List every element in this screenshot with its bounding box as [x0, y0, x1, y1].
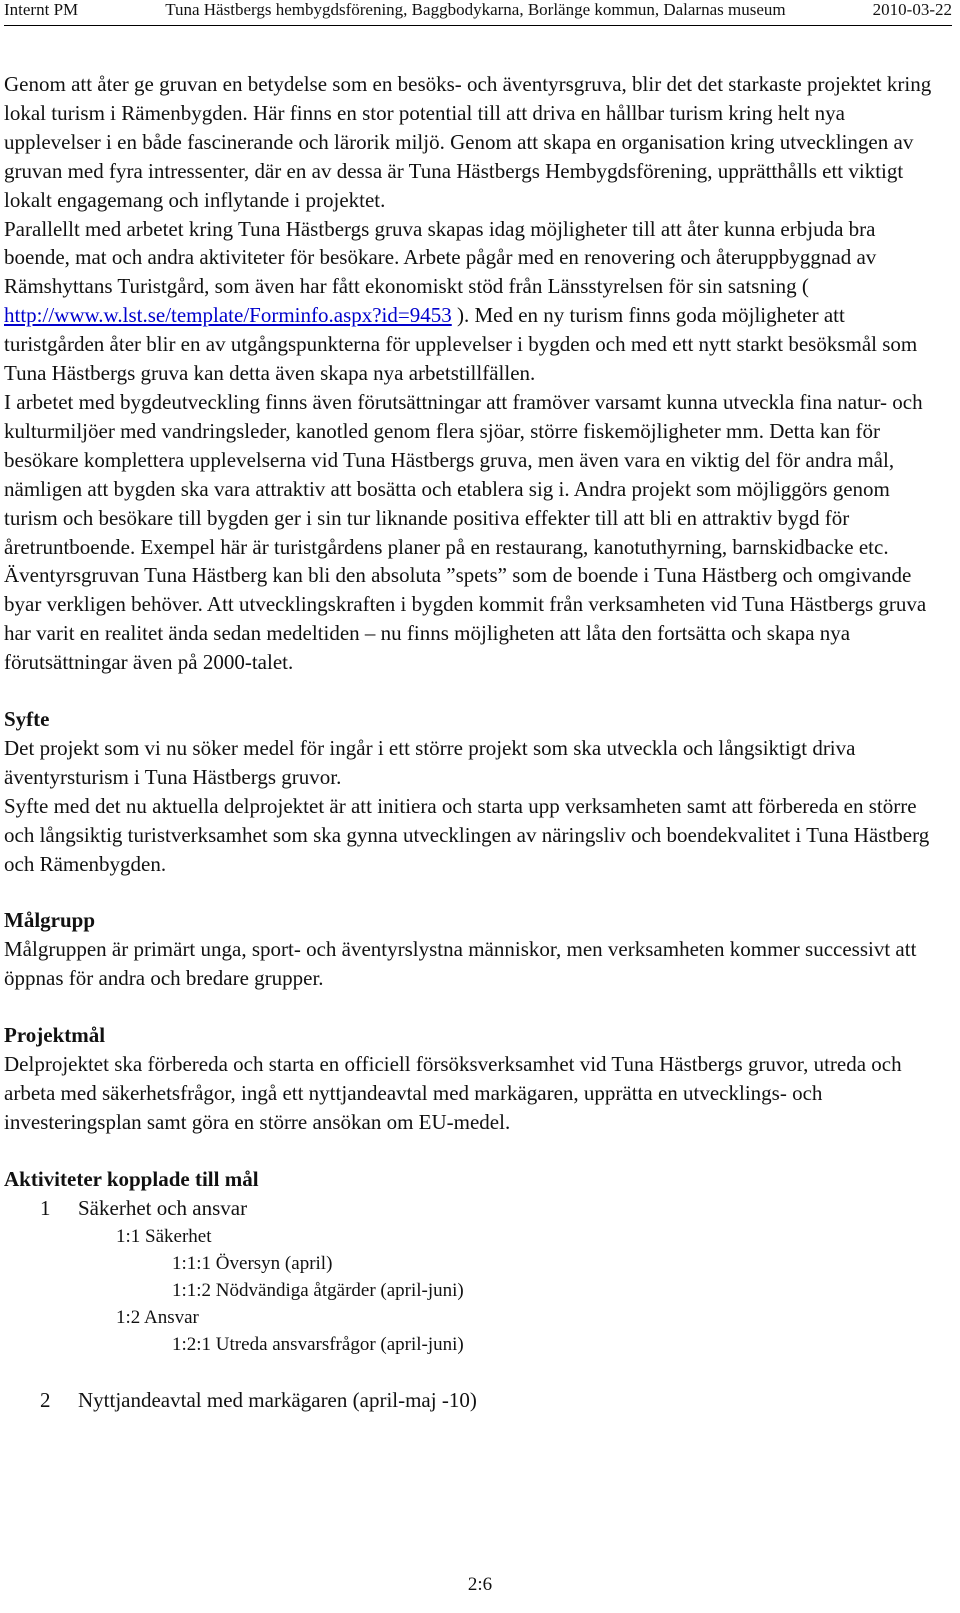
list-item-number: 2	[40, 1387, 51, 1412]
spacer	[4, 1358, 936, 1386]
section-aktiviteter	[4, 1165, 936, 1415]
heading-aktiviteter: Aktiviteter kopplade till mål	[4, 1166, 259, 1191]
header-left: Internt PM	[4, 0, 79, 19]
paragraph-bygdeutveckling: I arbetet med bygdeutveckling finns även förutsättningar att framöver varsamt kunna utveckla fina natur- och kulturmiljöer med vandringsleder, kanotled genom flera sjöar, större fiskemöjligheter mm. Detta kan för besökare komplettera upplevelserna vid Tuna Hästbergs gruva, men även vara en viktig del för andra mål, nämligen att bygden ska vara attraktiv att bosätta och etablera sig i. Andra projekt som möjliggörs genom turism och besökare till bygden ger i sin tur liknande positiva effekter till att bli en attraktiv bygd för åretruntboende. Exempel här är turistgårdens planer på en restaurang, kanotuthyrning, barnskidbacke etc. Äventyrsgruvan Tuna Hästberg kan bli den absoluta ”spets” som de boende i Tuna Hästberg och omgivande byar verkligen behöver. Att utvecklingskraften i bygden kommit från verksamheten vid Tuna Hästbergs gruva har varit en realitet ända sedan medeltiden – nu finns möjligheten att låta den fortsätta och skapa nya förutsättningar även på 2000-talet.	[4, 389, 927, 675]
section-projektmal	[4, 1021, 936, 1137]
page-header	[4, 0, 952, 24]
heading-malgrupp: Målgrupp	[4, 908, 96, 933]
header-divider	[4, 25, 952, 26]
paragraph-text: ). Med en ny turism finns goda möjligheter att turistgården åter blir en av utgångspunkterna för upplevelser i bygden och med ett nytt starkt besöksmål som Tuna Hästbergs gruva kan detta även skapa nya arbetstillfällen.	[4, 303, 918, 386]
list-subsubitem: 1:2:1 Utreda ansvarsfrågor (april-juni)	[172, 1333, 464, 1355]
activity-list	[4, 1194, 936, 1415]
list-item	[4, 1194, 936, 1223]
list-subsubitem: 1:1:1 Översyn (april)	[172, 1252, 333, 1274]
header-date: 2010-03-22	[872, 0, 952, 19]
heading-projektmal: Projektmål	[4, 1023, 106, 1048]
paragraph-text: Parallellt med arbetet kring Tuna Hästbergs gruva skapas idag möjligheter till att åter kunna erbjuda bra boende, mat och andra aktiviteter för besökare. Arbete pågår med en renovering och återuppbyggnad av Rämshyttans Turistgård, som även har fått ekonomiskt stöd från Länsstyrelsen för sin satsning (	[4, 216, 877, 299]
section-malgrupp	[4, 906, 936, 993]
paragraph-turistgard	[4, 215, 936, 388]
list-item-label: Säkerhet och ansvar	[78, 1195, 248, 1220]
paragraph-malgrupp: Målgruppen är primärt unga, sport- och äventyrslystna människor, men verksamheten kommer successivt att öppnas för andra och bredare grupper.	[4, 937, 917, 991]
page-number: 2:6	[467, 1574, 493, 1595]
document-body	[4, 70, 936, 1415]
paragraph-intro: Genom att åter ge gruvan en betydelse som en besöks- och äventyrsgruva, blir det det starkaste projektet kring lokal turism i Rämenbygden. Här finns en stor potential till att driva en hållbar turism kring helt nya upplevelser i en både fascinerande och lärorik miljö. Genom att skapa en organisation kring utvecklingen av gruvan med fyra intressenter, där en av dessa är Tuna Hästbergs Hembygdsförening, upprätthålls ett viktigt lokalt engagemang och inflytande i projektet.	[4, 72, 932, 212]
list-subitem: 1:1 Säkerhet	[116, 1225, 212, 1247]
lansstyrelsen-link[interactable]: http://www.w.lst.se/template/Forminfo.aspx?id=9453	[4, 303, 452, 328]
header-center: Tuna Hästbergs hembygdsförening, Baggbodykarna, Borlänge kommun, Dalarnas museum	[165, 0, 786, 19]
paragraph-projektmal: Delprojektet ska förbereda och starta en officiell försöksverksamhet vid Tuna Hästbergs gruvor, utreda och arbeta med säkerhetsfrågor, ingå ett nyttjandeavtal med markägaren, upprätta en utvecklings- och investeringsplan samt göra en större ansökan om EU-medel.	[4, 1052, 902, 1134]
list-subitem: 1:2 Ansvar	[116, 1306, 199, 1328]
list-item-number: 1	[40, 1195, 51, 1220]
section-syfte	[4, 705, 936, 878]
list-item	[4, 1386, 936, 1415]
list-item-label: Nyttjandeavtal med markägaren (april-maj -10)	[78, 1387, 477, 1412]
heading-syfte: Syfte	[4, 707, 50, 732]
list-subsubitem: 1:1:2 Nödvändiga åtgärder (april-juni)	[172, 1279, 464, 1301]
paragraph-syfte-2: Syfte med det nu aktuella delprojektet är att initiera och starta upp verksamheten samt att förbereda en större och långsiktig turistverksamhet som ska gynna utvecklingen av näringsliv och boendekvalitet i Tuna Hästberg och Rämenbygden.	[4, 793, 930, 876]
paragraph-syfte-1: Det projekt som vi nu söker medel för ingår i ett större projekt som ska utveckla och långsiktigt driva äventyrsturism i Tuna Hästbergs gruvor.	[4, 735, 856, 789]
